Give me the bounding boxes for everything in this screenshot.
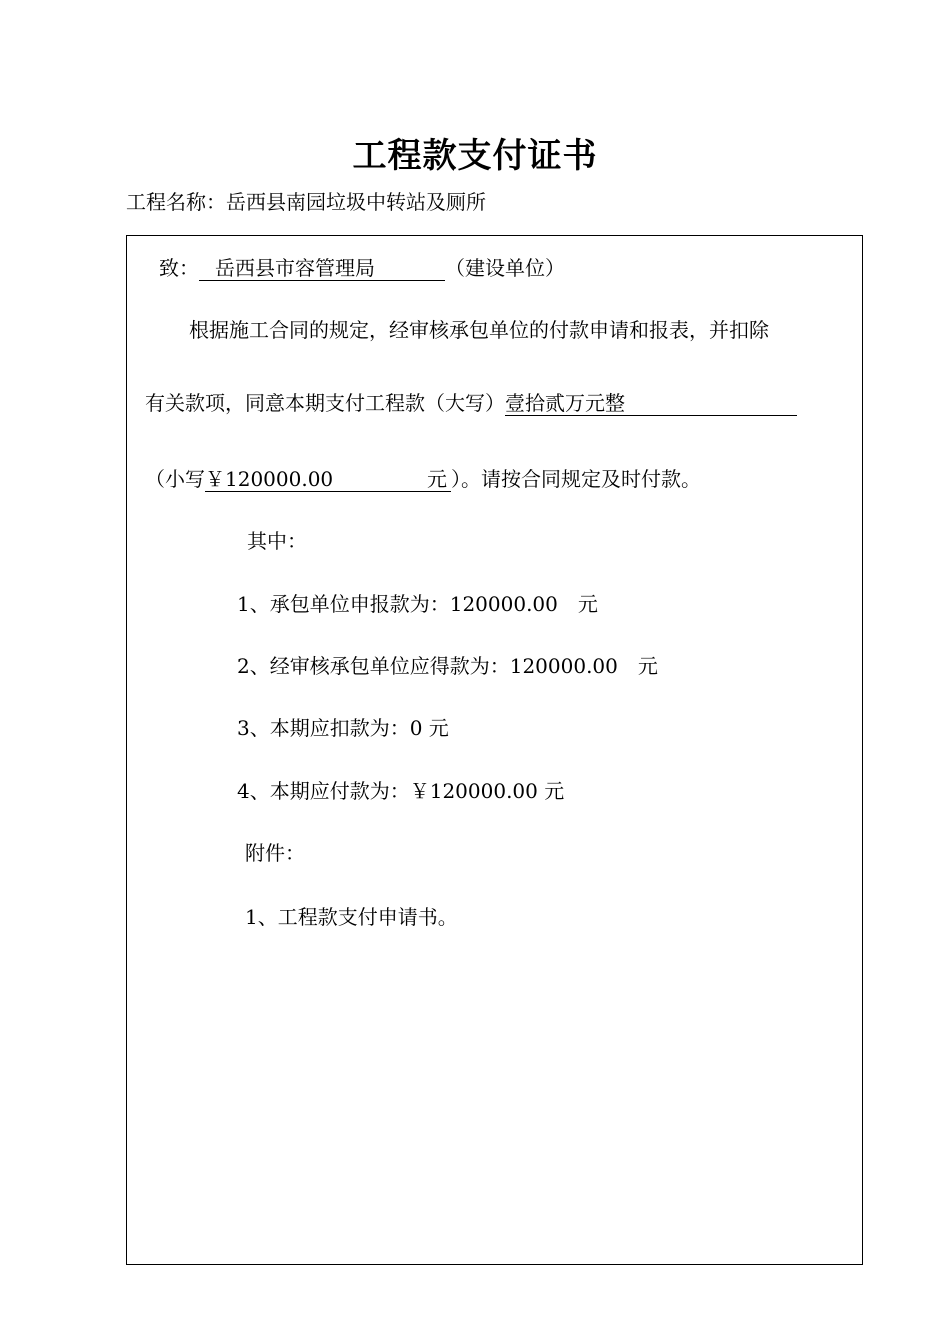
breakdown-heading: 其中： [247, 529, 307, 553]
project-name-value: 岳西县南园垃圾中转站及厕所 [226, 190, 486, 214]
addressee-name: 岳西县市容管理局 [199, 257, 445, 281]
payment-instruction: ）。请按合同规定及时付款。 [451, 467, 701, 491]
amount-in-words: 壹拾贰万元整 [505, 392, 797, 416]
amount-unit: 元 [427, 467, 447, 491]
body-line-2-text: 有关款项，同意本期支付工程款（大写） [145, 391, 505, 415]
breakdown-item: 4、本期应付款为：￥120000.00 元 [237, 779, 565, 803]
addressee-suffix: （建设单位） [445, 256, 565, 280]
breakdown-item: 1、承包单位申报款为：120000.00 元 [237, 592, 598, 616]
certificate-frame [126, 235, 863, 1265]
document-title: 工程款支付证书 [352, 136, 598, 176]
amount-numeric-field [205, 468, 451, 492]
project-name-line [126, 186, 486, 215]
attachments-heading: 附件： [245, 841, 305, 865]
body-line-2 [145, 387, 797, 416]
body-line-1: 根据施工合同的规定，经审核承包单位的付款申请和报表，并扣除 [189, 318, 769, 342]
amount-numeric: ￥120000.00 [205, 467, 334, 491]
breakdown-item: 2、经审核承包单位应得款为：120000.00 元 [237, 654, 658, 678]
project-name-label: 工程名称： [126, 190, 226, 214]
body-line-3 [145, 463, 701, 492]
addressee-line [159, 252, 565, 281]
breakdown-item: 3、本期应扣款为：0 元 [237, 716, 449, 740]
addressee-prefix: 致： [159, 256, 199, 280]
attachment-item: 1、工程款支付申请书。 [245, 905, 458, 929]
amount-numeric-prefix: （小写 [145, 467, 205, 491]
